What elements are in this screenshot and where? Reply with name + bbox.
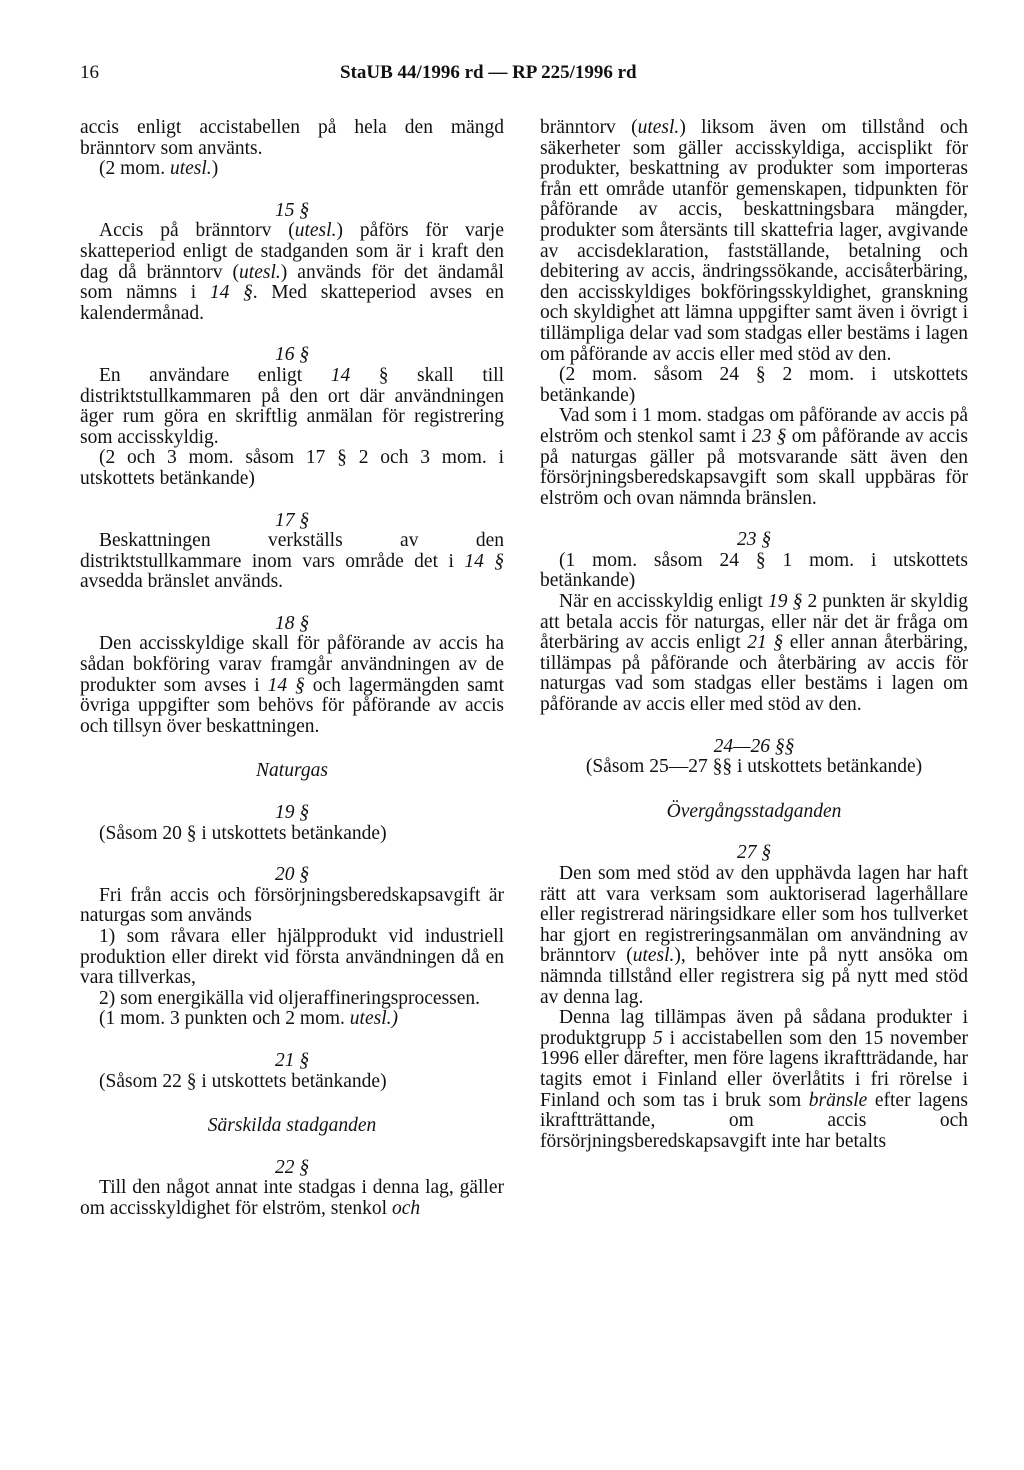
section-heading-27: 27 §: [736, 842, 772, 864]
text: Denna lag tillämpas även på sådana produkter i produktgrupp: [540, 1007, 968, 1049]
section-heading-19: 19 §: [274, 802, 310, 824]
section-22-text: [80, 1178, 504, 1219]
text: i accistabellen som den 15 november 1996 eller därefter, men före lagens ikraftträdande, har tagits emot i Finland eller överlåtits i fri rörelse i Finland och som tas i bruk som: [540, 1027, 968, 1111]
text-italic: utesl.: [169, 158, 212, 180]
text: Till den något annat inte stadgas i denna lag, gäller om accisskyldighet för elström, stenkol: [80, 1177, 504, 1219]
text: avsedda bränslet används.: [80, 571, 284, 593]
text: § skall till distriktstullkammaren på den ort där användningen äger rum göra en skriftlig anmälan för registrering som accisskyldig.: [80, 364, 505, 448]
text: 2 punkten är skyldig att betala accis för naturgas, eller när det är fråga om återbäring av accis enligt: [540, 591, 968, 654]
section-17-text: [80, 531, 504, 593]
text: efter lagens ikraftträttande, om accis och försörjningsberedskapsavgift inte har betalts: [540, 1089, 968, 1152]
section-16-note: (2 och 3 mom. såsom 17 § 2 och 3 mom. i utskottets betänkande): [80, 447, 504, 489]
text-italic: 14: [330, 364, 351, 386]
section-heading-22: 22 §: [274, 1156, 310, 1178]
section-23-text: [540, 592, 968, 716]
section-16-text: [80, 366, 504, 448]
text: ) används för det ändamål som nämns i: [80, 261, 504, 304]
text-italic: utesl.: [239, 261, 281, 283]
text-italic: bränsle: [808, 1089, 868, 1111]
section-20-item-2: 2) som energikälla vid oljeraffineringsprocessen.: [99, 987, 481, 1009]
section-19-text: (Såsom 20 § i utskottets betänkande): [99, 822, 387, 844]
paragraph-continued: [80, 118, 504, 159]
text-italic: 19 §: [767, 591, 803, 613]
section-heading-24-26: 24—26 §§: [713, 735, 795, 757]
section-heading-18: 18 §: [274, 612, 310, 634]
section-heading-15: 15 §: [274, 199, 310, 221]
text-italic: 14 §: [267, 674, 305, 696]
text-italic: 14 §: [209, 282, 253, 304]
section-heading-23: 23 §: [736, 529, 772, 551]
text-italic: 5: [653, 1027, 663, 1049]
amendment-note: [80, 159, 504, 180]
text: bränntorv (: [540, 117, 638, 138]
section-23-note: (1 mom. såsom 24 § 1 mom. i utskottets betänkande): [540, 549, 968, 592]
text: (1 mom. 3 punkten och 2 mom.: [99, 1008, 350, 1030]
paragraph: [540, 406, 968, 509]
text-italic: 14 §: [464, 550, 504, 572]
text: ) påförs för varje skatteperiod enligt de stadganden som är i kraft den dag då bränntorv (: [80, 220, 505, 283]
section-18-text: [80, 634, 504, 737]
section-heading-21: 21 §: [274, 1049, 310, 1071]
section-27-text-2: [540, 1008, 968, 1152]
amendment-note: (2 mom. såsom 24 § 2 mom. i utskottets betänkande): [540, 364, 968, 406]
text: ) liksom även om tillstånd och säkerheter som gäller accisskyldiga, accisplikt för produkter, beskattning av produkter som importeras från ett område utanför gemenskapen, tidpunkten för påförande av accis, beskattningsbara mängder, produkter som återsänts till skattefria lager, avgivande av accisdeklaration, fastställande, betalning och debitering av accis, ändringssökande, accisåterbäring, den accisskyldiges bokföringsskyldighet, granskning och skyldighet att lämna uppgifter samt även i övrigt i tillämpliga delar vad som stadgas eller bestäms i lagen om påförande av accis eller med stöd av den.: [540, 117, 968, 365]
page-number: 16: [80, 62, 99, 83]
text: Den som med stöd av den upphävda lagen har haft rätt att vara verksam som auktoriserad lagerhållare eller registrerad näringsidkare eller som hos tullverket har gjort en registreringsanmälan om användning av bränntorv (: [540, 863, 968, 967]
text: och lagermängden samt övriga uppgifter som behövs för påförande av accis och tillsyn över beskattningen.: [80, 674, 504, 737]
section-21-text: (Såsom 22 § i utskottets betänkande): [99, 1070, 387, 1092]
text: ): [211, 158, 219, 180]
section-20-item-1: 1) som råvara eller hjälpprodukt vid industriell produktion eller direkt vid första användningen då en vara tillverkas,: [80, 926, 504, 989]
section-20-note: [80, 1009, 504, 1030]
text: om påförande av accis på naturgas gäller på motsvarande sätt även den försörjningsberedskapsavgift som skall uppbäras för elström och ovan nämnda bränslen.: [540, 425, 968, 509]
text: ), behöver inte på nytt ansöka om nämnda tillstånd eller registrera sig på nytt med stöd av denna lag.: [540, 945, 968, 1008]
text-italic: 23 §: [751, 425, 787, 447]
section-heading-16: 16 §: [274, 344, 310, 366]
right-column: [540, 118, 968, 1152]
text: (2 mom.: [99, 158, 170, 180]
text: accis enligt accistabellen på hela den mängd bränntorv som använts.: [80, 117, 504, 159]
chapter-heading-overgang: Övergångsstadganden: [666, 800, 842, 822]
text-italic: utesl.: [632, 945, 675, 967]
text: Accis på bränntorv (: [99, 220, 295, 242]
text-italic: 21 §: [747, 632, 784, 654]
section-15-text: [80, 221, 504, 324]
section-27-text: [540, 864, 968, 1008]
text: När en accisskyldig enligt: [559, 591, 768, 613]
text: En användare enligt: [99, 364, 331, 386]
section-20-text: Fri från accis och försörjningsberedskapsavgift är naturgas som används: [80, 884, 504, 927]
text-italic: utesl.: [637, 117, 680, 138]
text-italic: utesl.: [294, 220, 337, 242]
text-italic: och: [391, 1197, 421, 1219]
text: Beskattningen verkställs av den distriktstullkammare inom vars område det i: [80, 530, 504, 572]
section-heading-17: 17 §: [274, 509, 310, 531]
text: . Med skatteperiod avses en kalendermånad.: [80, 282, 504, 324]
text-italic: ): [391, 1008, 398, 1030]
left-column: [80, 118, 504, 1220]
text-italic: utesl.: [349, 1008, 392, 1030]
section-heading-20: 20 §: [274, 864, 310, 886]
paragraph-continued: [540, 118, 968, 365]
text: Den accisskyldige skall för påförande av accis ha sådan bokföring varav framgår användningen av de produkter som avses i: [80, 633, 504, 696]
chapter-heading-sarskilda: Särskilda stadganden: [207, 1115, 377, 1137]
chapter-heading-naturgas: Naturgas: [256, 760, 328, 782]
running-title: StaUB 44/1996 rd — RP 225/1996 rd: [340, 62, 637, 83]
section-24-26-text: (Såsom 25—27 §§ i utskottets betänkande): [585, 756, 923, 778]
text: eller annan återbäring, tillämpas på påförande och återbäring av accis för naturgas vad som stadgas eller bestäms i lagen om påförande av accis eller med stöd av den.: [540, 632, 969, 716]
text: Vad som i 1 mom. stadgas om påförande av accis på elström och stenkol samt i: [540, 405, 968, 447]
